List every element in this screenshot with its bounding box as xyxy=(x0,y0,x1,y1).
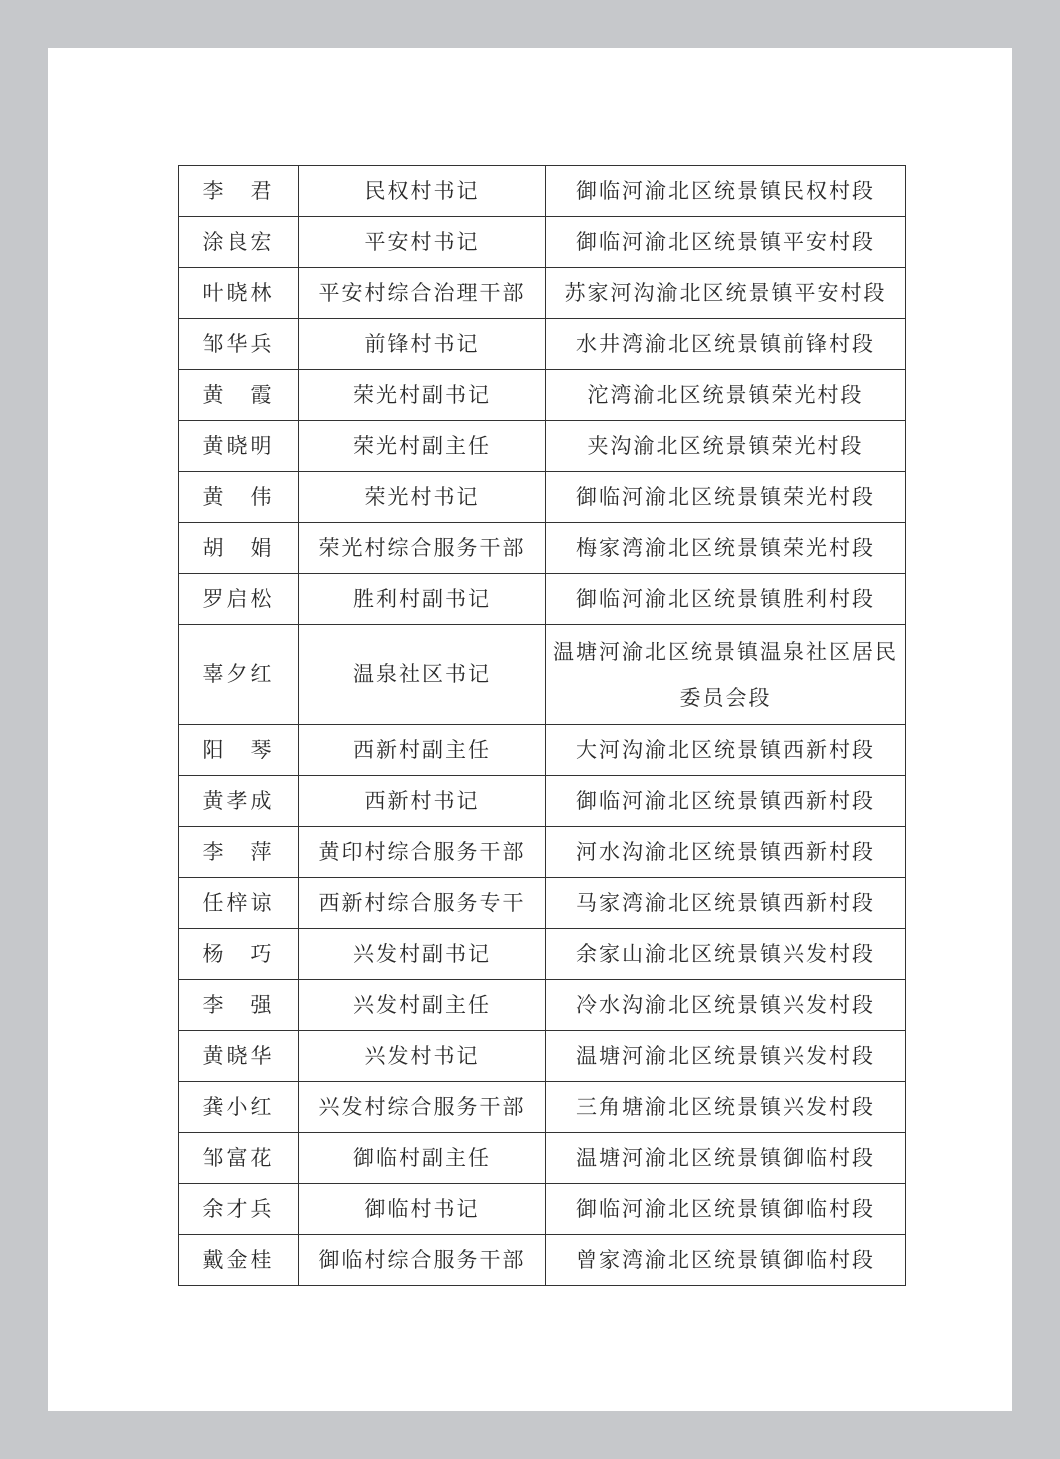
position-cell: 兴发村副主任 xyxy=(299,980,546,1031)
section-cell: 沱湾渝北区统景镇荣光村段 xyxy=(546,370,906,421)
section-cell: 御临河渝北区统景镇西新村段 xyxy=(546,776,906,827)
name-cell: 李 萍 xyxy=(179,827,299,878)
name-cell: 戴金桂 xyxy=(179,1235,299,1286)
position-cell: 温泉社区书记 xyxy=(299,625,546,725)
section-cell: 余家山渝北区统景镇兴发村段 xyxy=(546,929,906,980)
table-row xyxy=(179,319,906,370)
position-cell: 兴发村综合服务干部 xyxy=(299,1082,546,1133)
table-row xyxy=(179,980,906,1031)
position-cell: 胜利村副书记 xyxy=(299,574,546,625)
section-cell: 御临河渝北区统景镇民权村段 xyxy=(546,166,906,217)
position-cell: 平安村书记 xyxy=(299,217,546,268)
name-cell: 黄晓华 xyxy=(179,1031,299,1082)
name-cell: 邹富花 xyxy=(179,1133,299,1184)
position-cell: 西新村综合服务专干 xyxy=(299,878,546,929)
table-row xyxy=(179,217,906,268)
name-cell: 黄 霞 xyxy=(179,370,299,421)
position-cell: 荣光村副书记 xyxy=(299,370,546,421)
name-cell: 黄 伟 xyxy=(179,472,299,523)
section-cell: 冷水沟渝北区统景镇兴发村段 xyxy=(546,980,906,1031)
table-row xyxy=(179,827,906,878)
section-cell: 御临河渝北区统景镇平安村段 xyxy=(546,217,906,268)
table-row xyxy=(179,929,906,980)
section-cell: 水井湾渝北区统景镇前锋村段 xyxy=(546,319,906,370)
name-cell: 任梓谅 xyxy=(179,878,299,929)
table-row xyxy=(179,1031,906,1082)
section-cell: 苏家河沟渝北区统景镇平安村段 xyxy=(546,268,906,319)
document-page xyxy=(48,48,1012,1411)
name-cell: 余才兵 xyxy=(179,1184,299,1235)
table-row xyxy=(179,625,906,725)
name-cell: 胡 娟 xyxy=(179,523,299,574)
name-cell: 涂良宏 xyxy=(179,217,299,268)
name-cell: 黄孝成 xyxy=(179,776,299,827)
section-cell: 马家湾渝北区统景镇西新村段 xyxy=(546,878,906,929)
section-cell: 夹沟渝北区统景镇荣光村段 xyxy=(546,421,906,472)
position-cell: 西新村副主任 xyxy=(299,725,546,776)
river-chief-table xyxy=(178,165,906,1286)
name-cell: 辜夕红 xyxy=(179,625,299,725)
table-row xyxy=(179,725,906,776)
name-cell: 李 君 xyxy=(179,166,299,217)
position-cell: 御临村副主任 xyxy=(299,1133,546,1184)
table-row xyxy=(179,166,906,217)
section-cell: 御临河渝北区统景镇荣光村段 xyxy=(546,472,906,523)
position-cell: 荣光村副主任 xyxy=(299,421,546,472)
section-cell: 三角塘渝北区统景镇兴发村段 xyxy=(546,1082,906,1133)
name-cell: 阳 琴 xyxy=(179,725,299,776)
name-cell: 叶晓林 xyxy=(179,268,299,319)
name-cell: 龚小红 xyxy=(179,1082,299,1133)
table-row xyxy=(179,1235,906,1286)
table-row xyxy=(179,776,906,827)
table-row xyxy=(179,421,906,472)
section-cell: 温塘河渝北区统景镇兴发村段 xyxy=(546,1031,906,1082)
table-row xyxy=(179,472,906,523)
name-cell: 邹华兵 xyxy=(179,319,299,370)
position-cell: 民权村书记 xyxy=(299,166,546,217)
position-cell: 荣光村书记 xyxy=(299,472,546,523)
position-cell: 兴发村书记 xyxy=(299,1031,546,1082)
section-cell: 大河沟渝北区统景镇西新村段 xyxy=(546,725,906,776)
name-cell: 黄晓明 xyxy=(179,421,299,472)
position-cell: 平安村综合治理干部 xyxy=(299,268,546,319)
position-cell: 御临村综合服务干部 xyxy=(299,1235,546,1286)
section-cell: 曾家湾渝北区统景镇御临村段 xyxy=(546,1235,906,1286)
table-row xyxy=(179,1082,906,1133)
table-row xyxy=(179,878,906,929)
table-row xyxy=(179,268,906,319)
table-row xyxy=(179,1184,906,1235)
section-cell: 温塘河渝北区统景镇温泉社区居民委员会段 xyxy=(546,625,906,725)
position-cell: 西新村书记 xyxy=(299,776,546,827)
position-cell: 御临村书记 xyxy=(299,1184,546,1235)
section-cell: 御临河渝北区统景镇御临村段 xyxy=(546,1184,906,1235)
name-cell: 杨 巧 xyxy=(179,929,299,980)
section-cell: 梅家湾渝北区统景镇荣光村段 xyxy=(546,523,906,574)
position-cell: 兴发村副书记 xyxy=(299,929,546,980)
name-cell: 李 强 xyxy=(179,980,299,1031)
section-cell: 河水沟渝北区统景镇西新村段 xyxy=(546,827,906,878)
table-row xyxy=(179,523,906,574)
section-cell: 御临河渝北区统景镇胜利村段 xyxy=(546,574,906,625)
table-row xyxy=(179,574,906,625)
name-cell: 罗启松 xyxy=(179,574,299,625)
position-cell: 前锋村书记 xyxy=(299,319,546,370)
section-cell: 温塘河渝北区统景镇御临村段 xyxy=(546,1133,906,1184)
position-cell: 荣光村综合服务干部 xyxy=(299,523,546,574)
table-row xyxy=(179,1133,906,1184)
position-cell: 黄印村综合服务干部 xyxy=(299,827,546,878)
table-row xyxy=(179,370,906,421)
